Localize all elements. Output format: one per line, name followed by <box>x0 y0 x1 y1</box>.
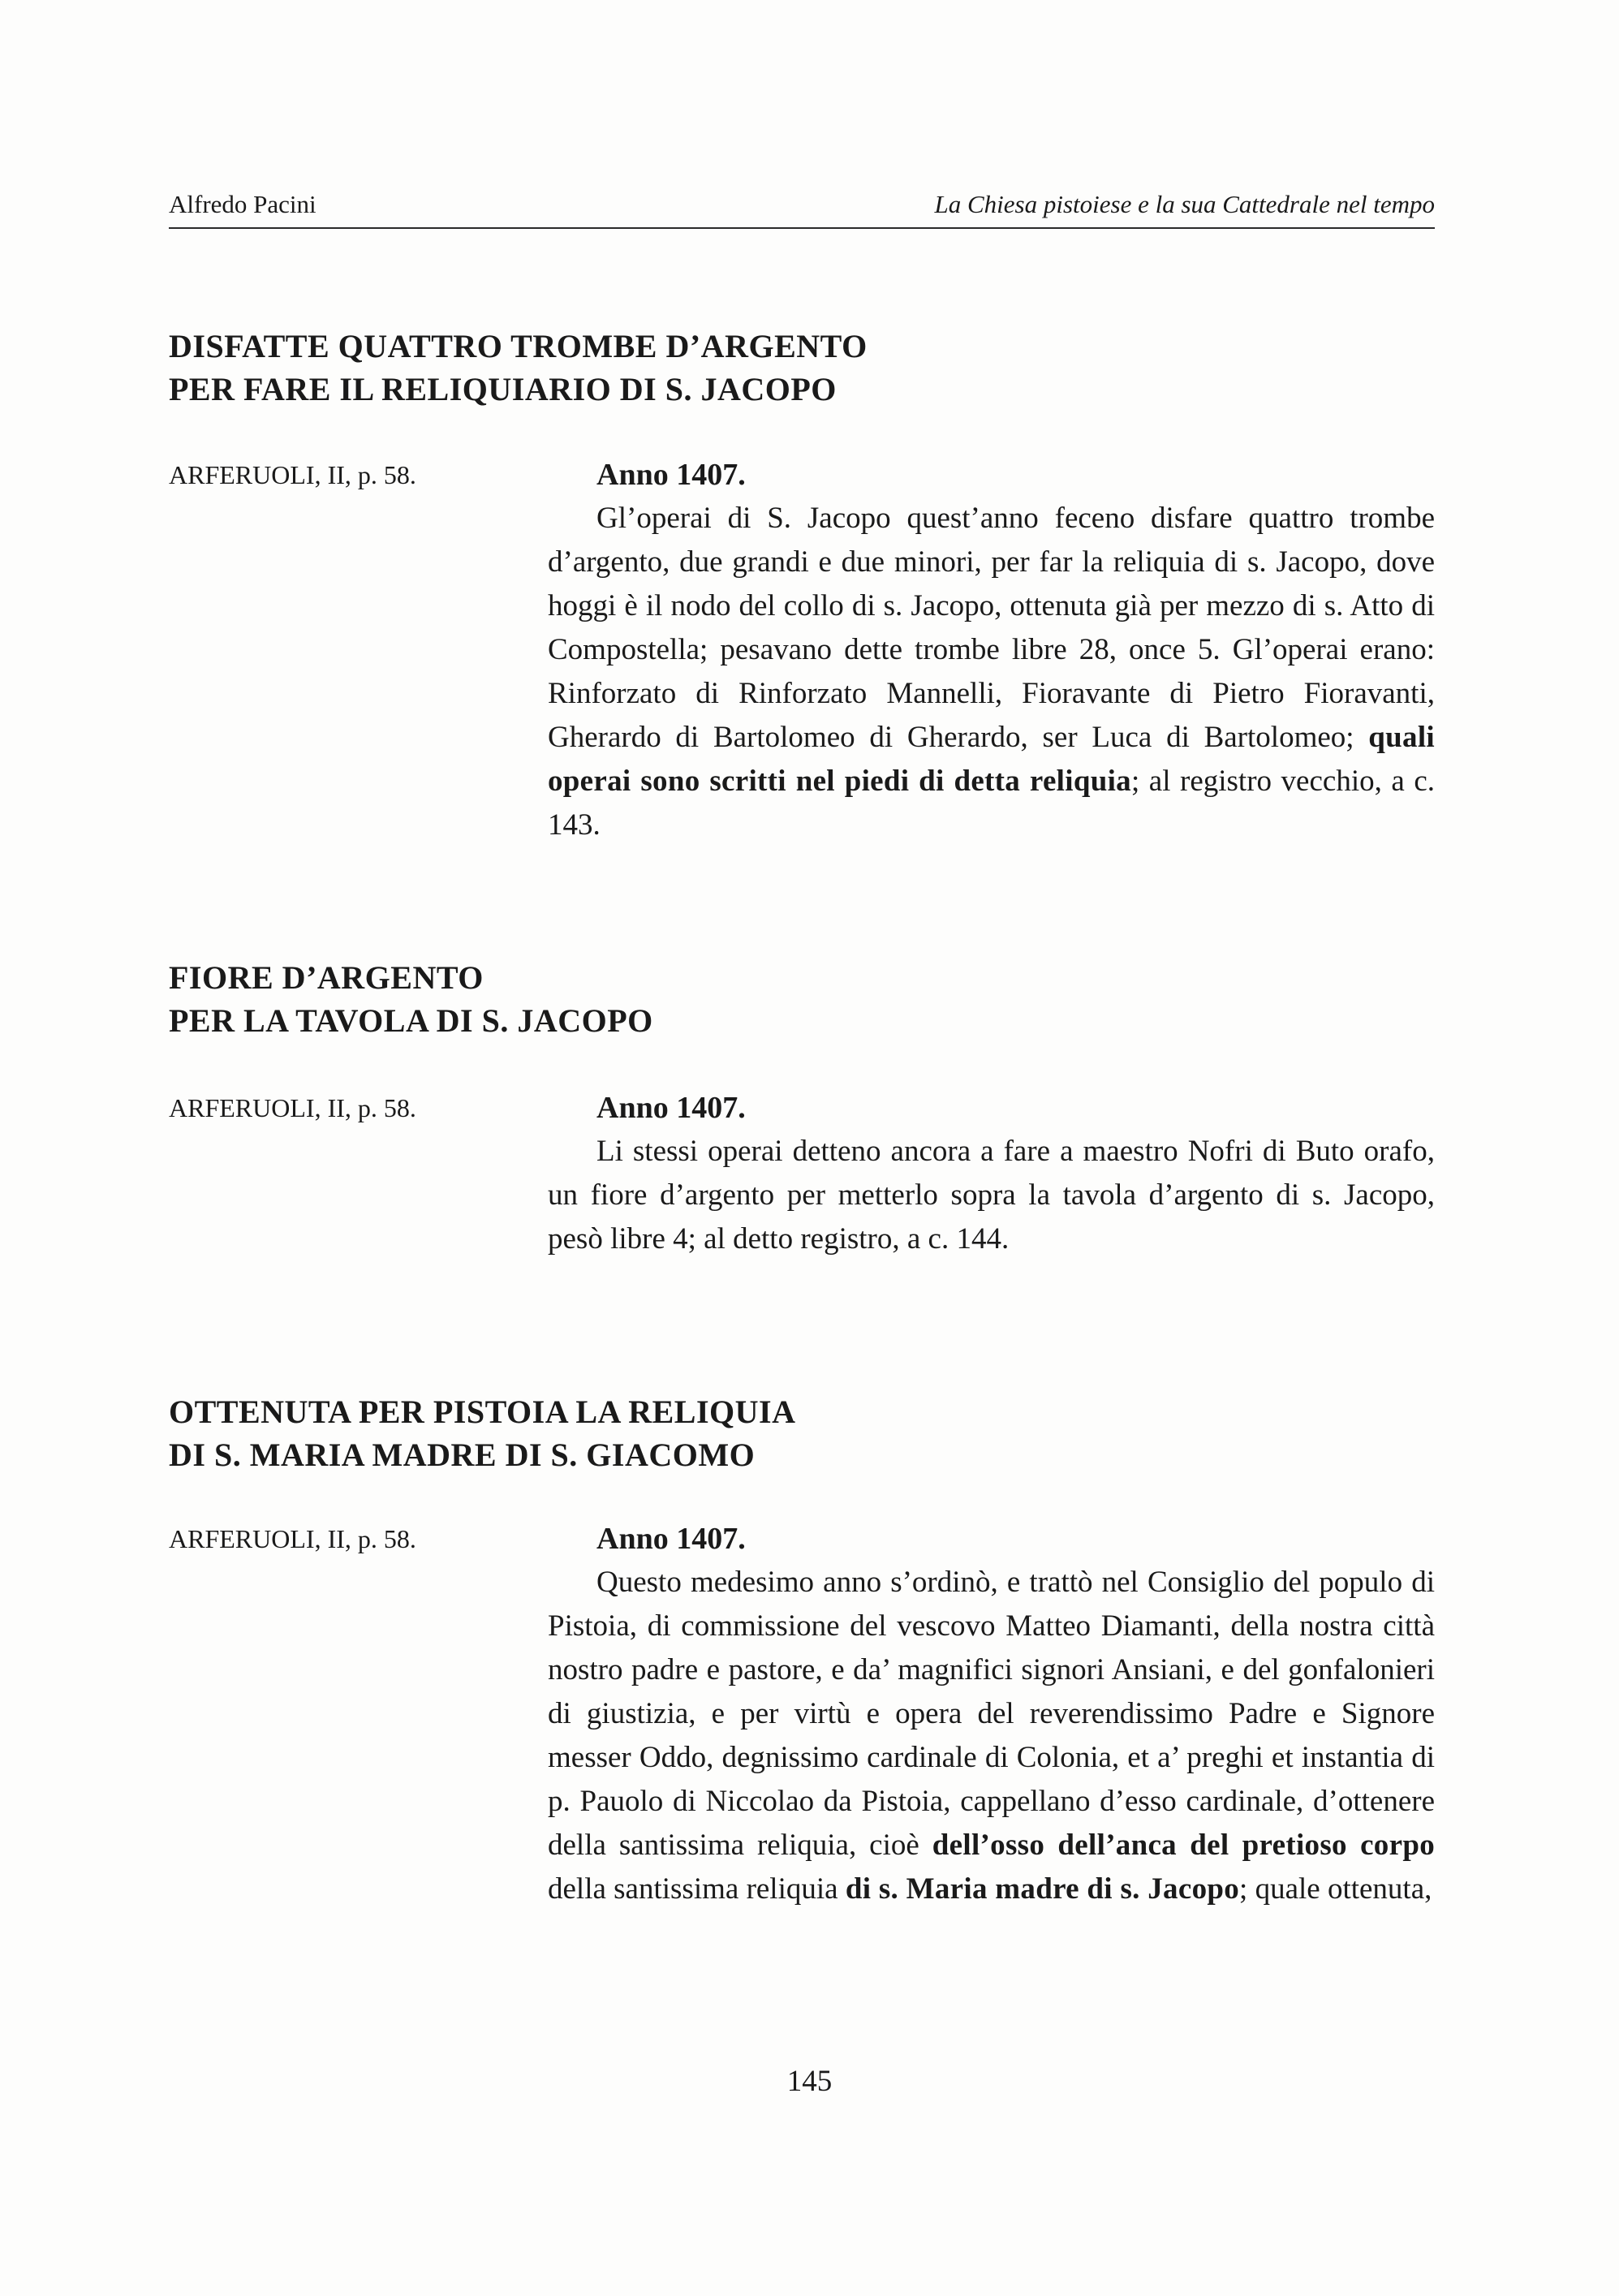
section-title-line: PER LA TAVOLA DI S. JACOPO <box>169 1002 653 1039</box>
text-run: della santissima reliquia <box>548 1872 846 1906</box>
section-title-line: PER FARE IL RELIQUIARIO DI S. JACOPO <box>169 371 837 407</box>
page-number: 145 <box>786 2065 833 2098</box>
text-run: ; quale ottenuta, <box>1239 1872 1432 1906</box>
source-reference: ARFERUOLI, II, p. 58. <box>169 1093 416 1122</box>
entry-year: Anno 1407. <box>596 1091 746 1125</box>
section-title <box>169 325 1435 411</box>
text-run: Questo medesimo anno s’ordinò, e trattò nel Consiglio del populo di Pistoia, di commissione del vescovo Matteo Diamanti, della nostra città nostro padre e pastore, e da’ magnifici signori Ansiani, e del gonfalonieri di giustizia, e per virtù e opera del reverendissimo Padre e Signore messer Oddo, degnissimo cardinale di Colonia, et a’ preghi et instantia di p. Pauolo di Niccolao da Pistoia, cappellano d’esso cardinale, d’ottenere della santissima reliquia, cioè <box>548 1566 1435 1862</box>
source-reference: ARFERUOLI, II, p. 58. <box>169 460 416 489</box>
header-book-title: La Chiesa pistoiese e la sua Cattedrale nel tempo <box>934 190 1435 218</box>
section-title <box>169 956 1435 1042</box>
source-reference: ARFERUOLI, II, p. 58. <box>169 1524 416 1553</box>
section-title <box>169 1390 1435 1476</box>
section-trombe-argento <box>169 325 1435 842</box>
entry-paragraph <box>548 1561 1435 1911</box>
entry-year: Anno 1407. <box>596 1522 746 1556</box>
bold-text-run: dell’osso dell’anca del pretioso corpo <box>932 1829 1435 1862</box>
text-run: ; al registro vecchio, a c. 143. <box>548 765 1435 842</box>
section-fiore-argento <box>169 956 1435 1256</box>
bold-text-run: di s. Maria madre di s. Jacopo <box>845 1872 1240 1906</box>
entry-paragraph <box>548 497 1435 847</box>
entry-body <box>548 1086 1435 1261</box>
section-title-line: DISFATTE QUATTRO TROMBE D’ARGENTO <box>169 328 868 364</box>
text-run: Li stessi operai detteno ancora a fare a maestro Nofri di Buto orafo, un fiore d’argento per metterlo sopra la tavola d’argento di s. Jacopo, pesò libre 4; al detto registro, a c. 144. <box>548 1135 1435 1256</box>
bold-text-run: quali operai sono scritti nel piedi di detta reliquia <box>548 721 1435 798</box>
section-title-line: FIORE D’ARGENTO <box>169 959 484 996</box>
header-rule <box>169 227 1435 229</box>
entry-year: Anno 1407. <box>596 458 746 492</box>
entry-body <box>548 453 1435 847</box>
text-run: Gl’operai di S. Jacopo quest’anno feceno disfare quattro trombe d’argento, due grandi e due minori, per far la reliquia di s. Jacopo, dove hoggi è il nodo del collo di s. Jacopo, ottenuta già per mezzo di s. Atto di Compostella; pesavano dette trombe libre 28, once 5. Gl’operai erano: Rinforzato di Rinforzato Mannelli, Fioravante di Pietro Fioravanti, Gherardo di Bartolomeo di Gherardo, ser Luca di Bartolomeo; <box>548 502 1435 754</box>
running-header <box>169 187 1435 222</box>
header-author: Alfredo Pacini <box>169 190 316 218</box>
entry-paragraph <box>548 1130 1435 1261</box>
section-title-line: DI S. MARIA MADRE DI S. GIACOMO <box>169 1437 756 1473</box>
section-reliquia-santa-maria <box>169 1390 1435 1906</box>
entry-body <box>548 1517 1435 1911</box>
section-title-line: OTTENUTA PER PISTOIA LA RELIQUIA <box>169 1394 796 1430</box>
